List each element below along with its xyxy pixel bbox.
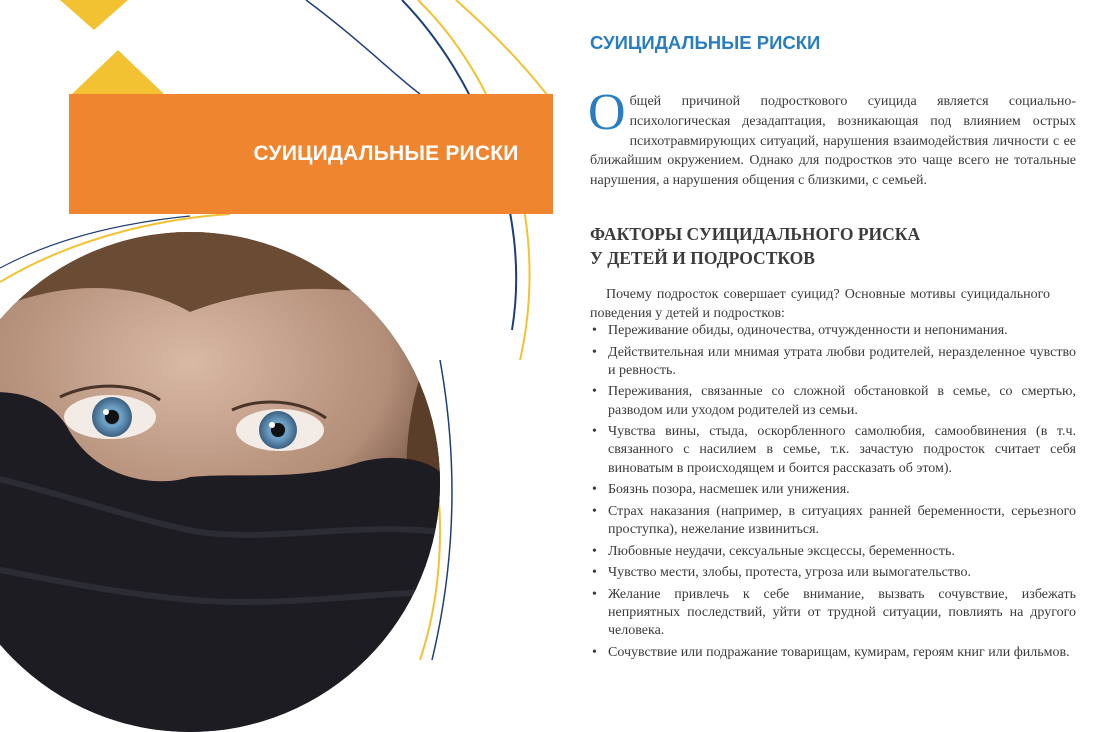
title-banner — [69, 94, 553, 214]
list-item: • Действительная или мнимая утрата любви родителей, неразделенное чувство и ревность. — [590, 344, 1076, 380]
intro-text: бщей причиной подросткового суицида является социально-психологическая дезадаптация, возникающая под влиянием острых психотравмирующих ситуаций, нарушения взаимодействия личности с ее ближайшим окружением. Однако для подростков это чаще всего не тотальные нарушения, а нарушения общения с близкими, с семьей. — [590, 94, 1076, 189]
yellow-arc-top — [456, 0, 548, 96]
list-item: • Переживания, связанные со сложной обстановкой в семье, со смертью, разводом или уходом родителей из семьи. — [590, 383, 1076, 419]
list-item: • Любовные неудачи, сексуальные эксцессы, беременность. — [590, 543, 1076, 561]
drop-cap: О — [588, 84, 626, 141]
section-heading — [590, 222, 1076, 270]
list-item: • Чувство мести, злобы, протеста, угроза или вымогательство. — [590, 564, 1076, 582]
yellow-triangle-middle — [72, 50, 164, 94]
list-item: • Боязнь позора, насмешек или унижения. — [590, 481, 1076, 499]
yellow-triangle-top — [60, 0, 128, 30]
list-item: • Страх наказания (например, в ситуациях ранней беременности, серьезного проступка), нежелание извиниться. — [590, 503, 1076, 539]
navy-arc-top — [306, 0, 420, 94]
list-item: • Чувства вины, стыда, оскорбленного самолюбия, самообвинения (в т.ч. связанного с насилием в семье, т.к. зачастую подросток считает себя виноватым в происходящем и боится рассказать об этом). — [590, 423, 1076, 478]
section-heading-line-1: ФАКТОРЫ СУИЦИДАЛЬНОГО РИСКА — [590, 224, 921, 244]
page-heading: СУИЦИДАЛЬНЫЕ РИСКИ — [590, 32, 821, 53]
list-item: • Желание привлечь к себе внимание, вызвать сочувствие, избежать неприятных последствий, уйти от трудной ситуации, повлиять на другого человека. — [590, 586, 1076, 641]
risk-factors-list — [590, 322, 1076, 665]
intro-paragraph — [588, 84, 1076, 191]
list-item: • Переживание обиды, одиночества, отчужденности и непонимания. — [590, 322, 1076, 340]
banner-title: СУИЦИДАЛЬНЫЕ РИСКИ — [253, 142, 519, 165]
lead-paragraph: Почему подросток совершает суицид? Основные мотивы суицидального поведения у детей и подростков: — [590, 287, 1050, 321]
list-item: • Сочувствие или подражание товарищам, кумирам, героям книг или фильмов. — [590, 644, 1076, 662]
section-heading-line-2: У ДЕТЕЙ И ПОДРОСТКОВ — [590, 248, 815, 268]
